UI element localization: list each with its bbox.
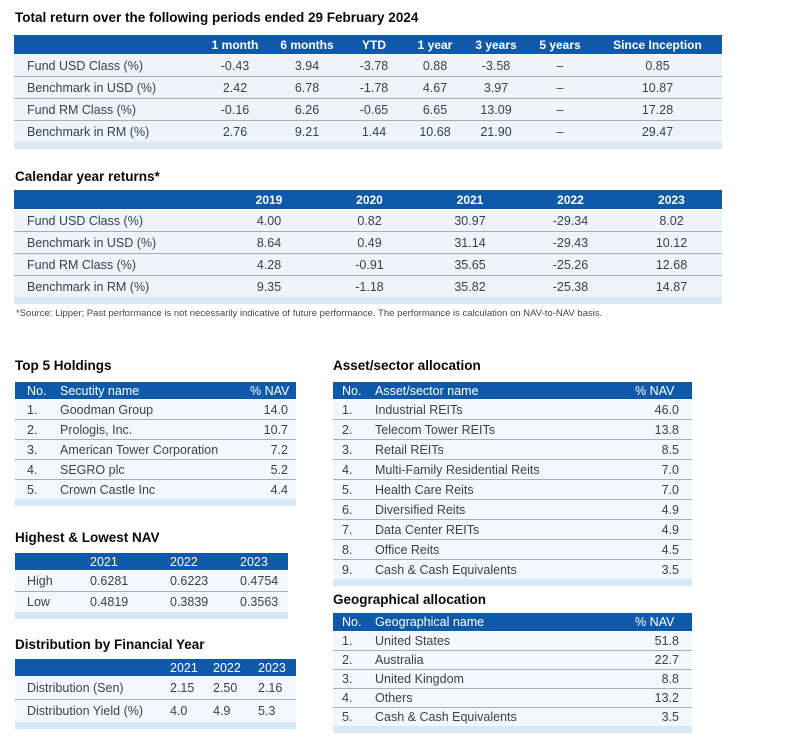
value-cell: 6.65 [405, 99, 465, 121]
value-cell: 4.9 [213, 700, 258, 723]
geo-name-cell: Others [375, 689, 635, 708]
column-header: 2023 [621, 190, 722, 210]
holding-name-cell: Prologis, Inc. [60, 420, 250, 440]
total-return-title: Total return over the following periods ended 29 February 2024 [15, 10, 419, 25]
sector-no-cell: 9. [333, 560, 375, 580]
table-row [15, 400, 296, 420]
value-cell: -29.43 [520, 232, 621, 254]
geo-nav-cell: 3.5 [635, 708, 692, 727]
value-cell: 13.09 [465, 99, 527, 121]
value-cell: 0.3563 [240, 592, 288, 613]
sector-name-cell: Multi-Family Residential Reits [375, 460, 635, 480]
column-header: Secutity name [60, 382, 250, 400]
row-label-cell: Fund USD Class (%) [14, 210, 219, 232]
geo-nav-cell: 51.8 [635, 632, 692, 651]
geo-no-cell: 3. [333, 670, 375, 689]
table-bottom-band [333, 579, 692, 586]
value-cell: 30.97 [420, 210, 520, 232]
value-cell: – [527, 55, 593, 77]
table-row [333, 708, 692, 727]
value-cell: – [527, 121, 593, 143]
value-cell: 12.68 [621, 254, 722, 276]
value-cell: 10.12 [621, 232, 722, 254]
value-cell: -1.18 [319, 276, 420, 298]
corner-cell [15, 659, 170, 677]
column-header: 2021 [420, 190, 520, 210]
value-cell: 2.76 [199, 121, 271, 143]
value-cell: 0.4819 [90, 592, 170, 613]
geo-name-cell: United States [375, 632, 635, 651]
column-header: 2021 [170, 659, 213, 677]
distribution-title: Distribution by Financial Year [15, 637, 205, 652]
table-row [15, 592, 288, 613]
sector-no-cell: 4. [333, 460, 375, 480]
header-row [15, 553, 288, 571]
table-row [15, 440, 296, 460]
geo-name-cell: Cash & Cash Equivalents [375, 708, 635, 727]
table-row [333, 560, 692, 580]
holding-nav-cell: 7.2 [250, 440, 296, 460]
sector-nav-cell: 13.8 [635, 420, 692, 440]
sector-no-cell: 1. [333, 400, 375, 420]
value-cell: -0.16 [199, 99, 271, 121]
column-header: 1 month [199, 35, 271, 55]
table-row [15, 460, 296, 480]
table-row [15, 700, 296, 723]
table-bottom-band [15, 722, 296, 729]
value-cell: -1.78 [343, 77, 405, 99]
column-header: % NAV [250, 382, 296, 400]
value-cell: 0.6223 [170, 571, 240, 592]
column-header: No. [333, 382, 375, 400]
value-cell: 0.49 [319, 232, 420, 254]
total-return-table [14, 35, 722, 149]
sector-nav-cell: 7.0 [635, 460, 692, 480]
holding-no-cell: 4. [15, 460, 60, 480]
table-bottom-band [333, 726, 692, 733]
table-row [333, 520, 692, 540]
value-cell: 6.78 [271, 77, 343, 99]
calendar-year-table [14, 190, 722, 304]
holding-nav-cell: 4.4 [250, 480, 296, 500]
table-row [333, 400, 692, 420]
value-cell: 2.16 [258, 677, 296, 700]
table-row [333, 689, 692, 708]
table-row [333, 460, 692, 480]
column-header: No. [333, 613, 375, 632]
holding-no-cell: 1. [15, 400, 60, 420]
sector-name-cell: Diversified Reits [375, 500, 635, 520]
value-cell: -0.43 [199, 55, 271, 77]
column-header: No. [15, 382, 60, 400]
row-label-cell: Benchmark in RM (%) [14, 121, 199, 143]
holding-name-cell: American Tower Corporation [60, 440, 250, 460]
header-row [15, 659, 296, 677]
value-cell: 6.26 [271, 99, 343, 121]
geo-nav-cell: 8.8 [635, 670, 692, 689]
value-cell: 17.28 [593, 99, 722, 121]
column-header: 2021 [90, 553, 170, 571]
table-row [14, 99, 722, 121]
column-header: 2023 [258, 659, 296, 677]
asset-allocation-title: Asset/sector allocation [333, 358, 481, 373]
column-header: 1 year [405, 35, 465, 55]
geo-name-cell: United Kingdom [375, 670, 635, 689]
geo-nav-cell: 13.2 [635, 689, 692, 708]
column-header: % NAV [635, 613, 692, 632]
value-cell: -3.78 [343, 55, 405, 77]
header-row [15, 382, 296, 400]
column-header: 2022 [520, 190, 621, 210]
table-row [14, 276, 722, 298]
column-header: 6 months [271, 35, 343, 55]
high-low-nav-table [15, 553, 288, 619]
table-bottom-band [14, 297, 722, 304]
geo-no-cell: 4. [333, 689, 375, 708]
table-row [333, 651, 692, 670]
row-label-cell: Benchmark in RM (%) [14, 276, 219, 298]
column-header: YTD [343, 35, 405, 55]
sector-no-cell: 8. [333, 540, 375, 560]
row-label-cell: Distribution (Sen) [15, 677, 170, 700]
holding-name-cell: SEGRO plc [60, 460, 250, 480]
value-cell: 2.15 [170, 677, 213, 700]
row-label-cell: High [15, 571, 90, 592]
geo-allocation-table [333, 613, 692, 733]
holding-name-cell: Goodman Group [60, 400, 250, 420]
column-header: Asset/sector name [375, 382, 635, 400]
calendar-year-title: Calendar year returns* [15, 169, 160, 184]
table-row [333, 420, 692, 440]
column-header: 2022 [170, 553, 240, 571]
holding-nav-cell: 14.0 [250, 400, 296, 420]
source-footnote: *Source: Lipper; Past performance is not necessarily indicative of future performance. The performance is calculation on NAV-to-NAV basis. [16, 308, 603, 319]
value-cell: 4.0 [170, 700, 213, 723]
value-cell: 0.85 [593, 55, 722, 77]
geo-no-cell: 5. [333, 708, 375, 727]
value-cell: 3.94 [271, 55, 343, 77]
value-cell: 29.47 [593, 121, 722, 143]
value-cell: 3.97 [465, 77, 527, 99]
holding-nav-cell: 5.2 [250, 460, 296, 480]
value-cell: – [527, 77, 593, 99]
sector-nav-cell: 4.5 [635, 540, 692, 560]
sector-name-cell: Office Reits [375, 540, 635, 560]
table-row [14, 210, 722, 232]
value-cell: – [527, 99, 593, 121]
column-header: % NAV [635, 382, 692, 400]
table-row [333, 670, 692, 689]
table-row [14, 254, 722, 276]
table-bottom-band [15, 499, 296, 506]
sector-name-cell: Telecom Tower REITs [375, 420, 635, 440]
table-row [15, 480, 296, 500]
sector-nav-cell: 46.0 [635, 400, 692, 420]
sector-no-cell: 3. [333, 440, 375, 460]
sector-name-cell: Data Center REITs [375, 520, 635, 540]
value-cell: 31.14 [420, 232, 520, 254]
value-cell: 9.35 [219, 276, 319, 298]
value-cell: 4.00 [219, 210, 319, 232]
corner-cell [14, 190, 219, 210]
sector-name-cell: Health Care Reits [375, 480, 635, 500]
sector-nav-cell: 8.5 [635, 440, 692, 460]
table-row [14, 121, 722, 143]
value-cell: 35.82 [420, 276, 520, 298]
header-row [14, 190, 722, 210]
value-cell: 10.87 [593, 77, 722, 99]
holding-no-cell: 3. [15, 440, 60, 460]
table-row [333, 440, 692, 460]
geo-nav-cell: 22.7 [635, 651, 692, 670]
distribution-table [15, 659, 296, 729]
sector-nav-cell: 4.9 [635, 500, 692, 520]
value-cell: 5.3 [258, 700, 296, 723]
table-row [14, 55, 722, 77]
geo-name-cell: Australia [375, 651, 635, 670]
sector-no-cell: 5. [333, 480, 375, 500]
row-label-cell: Fund USD Class (%) [14, 55, 199, 77]
table-bottom-band [15, 612, 288, 619]
value-cell: 0.82 [319, 210, 420, 232]
sector-no-cell: 6. [333, 500, 375, 520]
column-header: Since Inception [593, 35, 722, 55]
sector-name-cell: Cash & Cash Equivalents [375, 560, 635, 580]
row-label-cell: Fund RM Class (%) [14, 254, 219, 276]
row-label-cell: Distribution Yield (%) [15, 700, 170, 723]
corner-cell [15, 553, 90, 571]
value-cell: 2.42 [199, 77, 271, 99]
sector-nav-cell: 4.9 [635, 520, 692, 540]
sector-name-cell: Retail REITs [375, 440, 635, 460]
value-cell: 21.90 [465, 121, 527, 143]
value-cell: 8.02 [621, 210, 722, 232]
row-label-cell: Benchmark in USD (%) [14, 77, 199, 99]
holding-no-cell: 2. [15, 420, 60, 440]
value-cell: 14.87 [621, 276, 722, 298]
header-row [333, 613, 692, 632]
value-cell: 0.88 [405, 55, 465, 77]
value-cell: 10.68 [405, 121, 465, 143]
column-header: Geographical name [375, 613, 635, 632]
geo-no-cell: 1. [333, 632, 375, 651]
sector-nav-cell: 3.5 [635, 560, 692, 580]
row-label-cell: Benchmark in USD (%) [14, 232, 219, 254]
value-cell: 4.28 [219, 254, 319, 276]
column-header: 2020 [319, 190, 420, 210]
sector-nav-cell: 7.0 [635, 480, 692, 500]
sector-no-cell: 2. [333, 420, 375, 440]
value-cell: -25.38 [520, 276, 621, 298]
sector-name-cell: Industrial REITs [375, 400, 635, 420]
value-cell: 0.3839 [170, 592, 240, 613]
table-row [15, 420, 296, 440]
header-row [333, 382, 692, 400]
value-cell: 9.21 [271, 121, 343, 143]
value-cell: -0.65 [343, 99, 405, 121]
top-holdings-title: Top 5 Holdings [15, 358, 112, 373]
table-row [333, 540, 692, 560]
column-header: 2022 [213, 659, 258, 677]
value-cell: 0.4754 [240, 571, 288, 592]
value-cell: 0.6281 [90, 571, 170, 592]
value-cell: -0.91 [319, 254, 420, 276]
value-cell: 35.65 [420, 254, 520, 276]
sector-no-cell: 7. [333, 520, 375, 540]
geo-no-cell: 2. [333, 651, 375, 670]
column-header: 3 years [465, 35, 527, 55]
table-row [15, 571, 288, 592]
column-header: 5 years [527, 35, 593, 55]
holding-no-cell: 5. [15, 480, 60, 500]
value-cell: -3.58 [465, 55, 527, 77]
row-label-cell: Low [15, 592, 90, 613]
column-header: 2023 [240, 553, 288, 571]
table-bottom-band [14, 142, 722, 149]
value-cell: -29.34 [520, 210, 621, 232]
table-row [333, 480, 692, 500]
value-cell: 1.44 [343, 121, 405, 143]
table-row [14, 232, 722, 254]
geo-allocation-title: Geographical allocation [333, 592, 487, 607]
table-row [333, 500, 692, 520]
value-cell: -25.26 [520, 254, 621, 276]
column-header: 2019 [219, 190, 319, 210]
table-row [15, 677, 296, 700]
table-row [333, 632, 692, 651]
asset-allocation-table [333, 382, 692, 586]
value-cell: 8.64 [219, 232, 319, 254]
holding-name-cell: Crown Castle Inc [60, 480, 250, 500]
corner-cell [14, 35, 199, 55]
row-label-cell: Fund RM Class (%) [14, 99, 199, 121]
top-holdings-table [15, 382, 296, 506]
high-low-nav-title: Highest & Lowest NAV [15, 530, 160, 545]
holding-nav-cell: 10.7 [250, 420, 296, 440]
header-row [14, 35, 722, 55]
value-cell: 2.50 [213, 677, 258, 700]
value-cell: 4.67 [405, 77, 465, 99]
table-row [14, 77, 722, 99]
